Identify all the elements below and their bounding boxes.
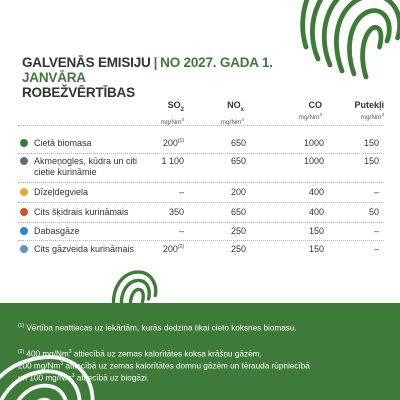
fuel-color-dot xyxy=(20,139,28,147)
row-divider xyxy=(18,182,384,183)
header-name: SO xyxy=(167,100,181,110)
header-unit: mg/Nm xyxy=(160,118,182,126)
nox-value: 250 xyxy=(230,244,246,254)
header-unit: mg/Nm xyxy=(220,118,242,126)
dust-value: – xyxy=(373,244,379,254)
row-divider xyxy=(18,153,384,154)
footnote-mark: (2) xyxy=(177,244,184,250)
footnote-mark: (1) xyxy=(18,323,25,329)
header-name: NO xyxy=(227,100,241,110)
footnote-2-line3: un 100 mg/Nm$^3$ attiecībā uz biogāzi. xyxy=(18,373,150,383)
fuel-label: Cits šķidrais kurināmais xyxy=(34,207,129,217)
fuel-color-dot xyxy=(20,157,28,165)
header-unit: mg/Nm xyxy=(360,114,382,122)
title-line1: GALVENĀS EMISIJU xyxy=(22,55,151,70)
footnote-2-line2: 200 mg/Nm$^3$ attiecībā uz zemas kalorītātes domnu gāzēm un tērauda rūpniecībā xyxy=(18,361,310,371)
so2-value: 1 100 xyxy=(161,156,184,166)
so2-value: 200$^{(1)}$ xyxy=(162,138,184,148)
fuel-label: Dabasgāze xyxy=(34,226,80,236)
header-sub: x xyxy=(240,106,244,113)
row-divider xyxy=(18,240,384,241)
fuel-label: Cits gāzveida kurināmais xyxy=(34,244,135,254)
fuel-color-dot xyxy=(20,245,28,253)
footnote-mark: (2) xyxy=(18,349,25,355)
column-header-co xyxy=(278,100,322,122)
header-name: Putekļi xyxy=(354,100,384,110)
fuel-label: Akmeņogles, kūdra un citi cietie kurināmie xyxy=(34,156,138,177)
page-title xyxy=(22,55,312,100)
nox-value: 200 xyxy=(230,187,246,197)
column-header-putekli xyxy=(334,100,384,122)
co-value: 1000 xyxy=(303,138,324,148)
title-highlight: NO 2027. GADA 1. JANVĀRA xyxy=(22,55,273,85)
so2-value: 200$^{(2)}$ xyxy=(162,244,184,254)
header-unit-sup: 3 xyxy=(381,112,384,117)
so2-value: 350 xyxy=(168,207,184,217)
fuel-color-dot xyxy=(20,227,28,235)
column-header-so2 xyxy=(140,100,184,127)
header-unit-sup: 3 xyxy=(241,116,244,122)
column-header-nox xyxy=(200,100,244,127)
co-value: 150 xyxy=(308,244,324,254)
header-unit-sup: 3 xyxy=(319,112,322,117)
fuel-color-dot xyxy=(20,208,28,216)
so2-value: – xyxy=(178,226,184,236)
dust-value: – xyxy=(373,226,379,236)
footnotes-panel xyxy=(0,303,400,400)
title-line2: ROBEŽVĒRTĪBAS xyxy=(22,85,135,100)
row-divider xyxy=(18,202,384,203)
dust-value: – xyxy=(373,187,379,197)
row-divider xyxy=(18,222,384,223)
fuel-label: Cietā biomasa xyxy=(34,138,92,148)
header-unit: mg/Nm xyxy=(298,114,320,122)
header-unit-sup: 3 xyxy=(181,116,184,122)
footnote-1 xyxy=(18,320,297,335)
footnote-text: Vērtība neattiecas uz iekārtām, kurās dedzina tikai cieto koksnes biomasu. xyxy=(26,323,297,333)
footnote-2-line1: $^{(2)}$ 400 mg/Nm$^3$ attiecībā uz zemas kalorītātes koksa krāšņu gāzēm, xyxy=(18,349,262,359)
title-separator: | xyxy=(153,55,158,70)
co-value: 400 xyxy=(308,187,324,197)
fuel-label: Dīzeļdegviela xyxy=(34,187,89,197)
nox-value: 650 xyxy=(230,156,246,166)
header-name: CO xyxy=(308,100,322,110)
so2-value: – xyxy=(178,187,184,197)
dust-value: 150 xyxy=(363,138,379,148)
nox-value: 650 xyxy=(230,138,246,148)
header-sub: 2 xyxy=(180,106,184,113)
nox-value: 250 xyxy=(230,226,246,236)
row-divider xyxy=(18,125,384,126)
footnote-mark: (1) xyxy=(177,138,184,144)
co-value: 1000 xyxy=(303,156,324,166)
nox-value: 650 xyxy=(230,207,246,217)
co-value: 400 xyxy=(308,207,324,217)
dust-value: 50 xyxy=(368,207,379,217)
fuel-color-dot xyxy=(20,188,28,196)
dust-value: 150 xyxy=(363,156,379,166)
co-value: 150 xyxy=(308,226,324,236)
